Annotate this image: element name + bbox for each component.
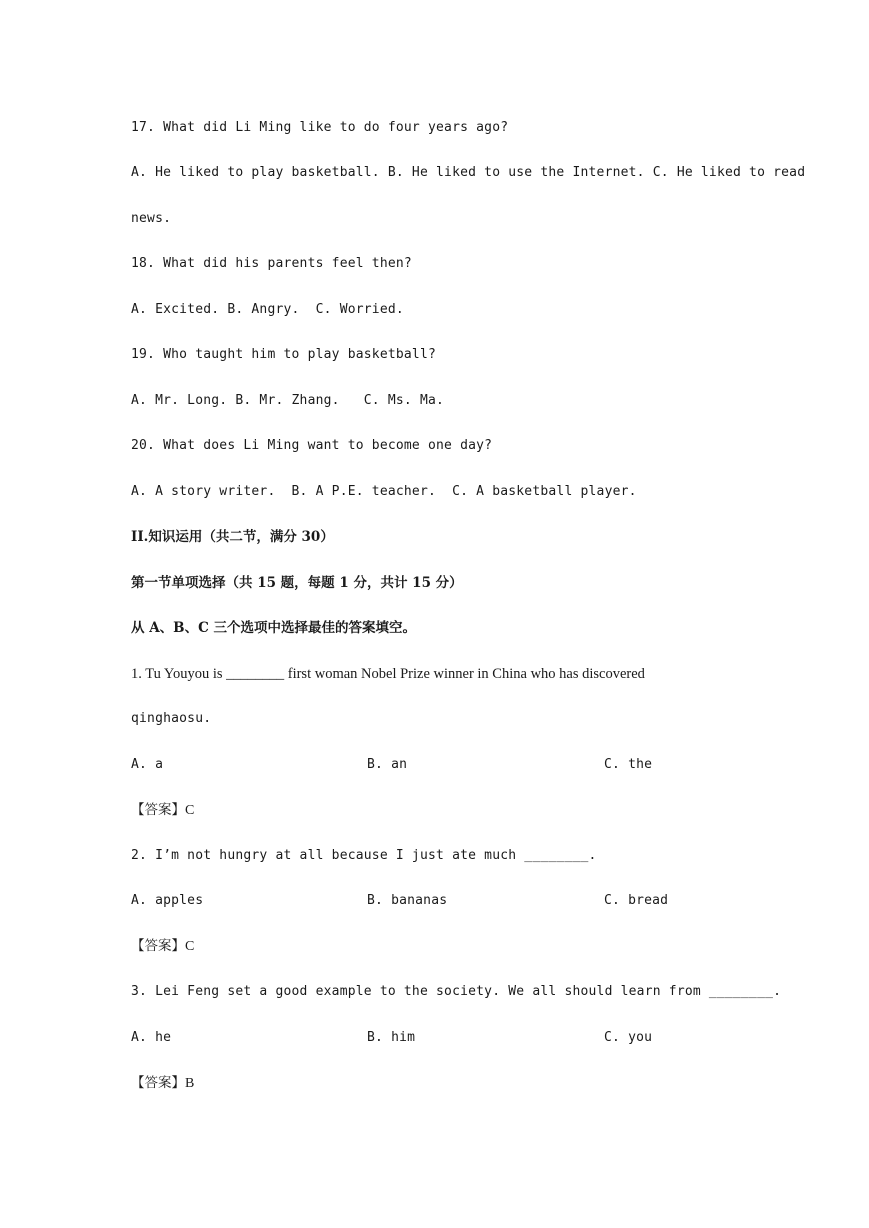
question-20: 20. What does Li Ming want to become one day? [131,438,493,453]
item-2-answer [131,936,194,957]
question-19-options: A. Mr. Long. B. Mr. Zhang. C. Ms. Ma. [131,393,445,408]
question-17-options-cont: news. [131,211,172,226]
item-3-option-b: B. him [367,1030,416,1045]
item-2-option-b: B. bananas [367,893,448,908]
item-1-answer [131,800,194,821]
item-3-option-a: A. he [131,1030,172,1045]
section-title: II.知识运用（共二节，满分 30） [131,529,334,545]
answer-value: C [185,803,195,818]
question-17: 17. What did Li Ming like to do four years ago? [131,120,509,135]
item-1-stem: 1. Tu Youyou is ________ first woman Nobel Prize winner in China who has discovered [131,666,645,682]
answer-value: B [185,1076,195,1091]
answer-label: 【答案】 [131,938,185,954]
section-subtitle: 第一节单项选择（共 15 题，每题 1 分，共计 15 分） [131,575,463,591]
question-18: 18. What did his parents feel then? [131,256,412,271]
item-2-stem: 2. I’m not hungry at all because I just ate much ________. [131,848,597,863]
answer-value: C [185,939,195,954]
question-19: 19. Who taught him to play basketball? [131,347,437,362]
item-2-option-a: A. apples [131,893,204,908]
item-3-stem: 3. Lei Feng set a good example to the society. We all should learn from ________. [131,984,782,999]
item-2-option-c: C. bread [604,893,669,908]
question-18-options: A. Excited. B. Angry. C. Worried. [131,302,404,317]
item-1-option-b: B. an [367,757,408,772]
answer-label: 【答案】 [131,1075,185,1091]
item-1-option-a: A. a [131,757,164,772]
item-1-option-c: C. the [604,757,653,772]
item-1-stem-cont: qinghaosu. [131,711,212,726]
item-3-answer [131,1073,194,1094]
item-3-option-c: C. you [604,1030,653,1045]
section-instruction: 从 A、B、C 三个选项中选择最佳的答案填空。 [131,620,417,636]
question-17-options: A. He liked to play basketball. B. He liked to use the Internet. C. He liked to read [131,165,806,180]
answer-label: 【答案】 [131,802,185,818]
question-20-options: A. A story writer. B. A P.E. teacher. C. A basketball player. [131,484,637,499]
